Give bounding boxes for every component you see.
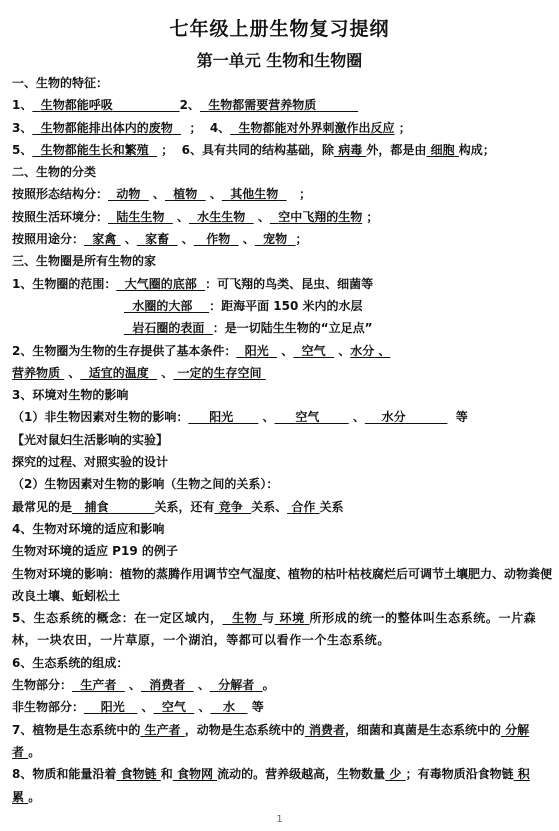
document-title: 七年级上册生物复习提纲 [169,18,390,40]
subsection-heading: 6、生态系统的组成： [12,655,129,670]
scope-line: 1、生物圈的范围： 大气圈的底部 ：可飞翔的鸟类、昆虫、细菌等 [12,276,374,291]
section-heading: 一、生物的特征： [12,76,109,90]
classification-line: 按照生活环境分： 陆生生物 、 水生生物 、 空中飞翔的生物 ； [12,209,379,224]
section-heading: 二、生物的分类 [12,165,97,180]
environment-effect: 生物对环境的影响：植物的蒸腾作用调节空气湿度、植物的枯叶枯枝腐烂后可调节土壤肥力、动物粪便改良土壤、蚯蚓松土 [12,566,553,603]
roles-line: 7、植物是生态系统中的 生产者 ，动物是生态系统中的 消费者，细菌和真菌是生态系统中的 分解者 。 [12,722,530,759]
feature-line: 3、 生物都能排出体内的废物 ； 4、 生物都能对外界刺激作出反应 ； [12,120,411,135]
subsection-heading: 4、生物对环境的适应和影响 [12,521,165,536]
scope-line: 岩石圈的表面 ：是一切陆生生物的“立足点” [132,321,373,336]
outline-body [12,72,552,808]
biotic-heading: （2）生物因素对生物的影响（生物之间的关系）： [12,477,279,492]
section-heading: 三、生物圈是所有生物的家 [12,254,157,269]
scope-line: 水圈的大部 ：距海平面 150 米内的水层 [132,298,363,313]
relationship-line: 最常见的是 捕食 关系，还有 竞争 关系、 合作 关系 [12,499,344,514]
adaptation-example: 生物对环境的适应 P19 的例子 [12,544,178,559]
page-number: 1 [276,814,283,825]
unit-subtitle: 第一单元 生物和生物圈 [196,51,363,70]
feature-line: 5、 生物都能生长和繁殖 ； 6、具有共同的结构基础，除 病毒 外，都是由 细胞 构成； [12,142,495,157]
classification-line: 按照形态结构分： 动物 、 植物 、 其他生物 ； [12,187,312,202]
biotic-parts-line: 生物部分： 生产者 、 消费者 、 分解者 。 [12,678,275,693]
subsection-heading: 3、环境对生物的影响 [12,388,129,403]
experiment-heading: 【光对鼠妇生活影响的实验】 [12,432,169,447]
classification-line: 按照用途分： 家禽 、 家畜 、 作物 、 宠物 ； [12,232,308,247]
abiotic-parts-line: 非生物部分： 阳光 、 空气 、 水 等 [12,700,264,715]
food-chain-line: 8、物质和能量沿着 食物链 和 食物网 流动的。营养级越高，生物数量 少 ；有毒物质沿食物链 积累 。 [12,767,530,804]
feature-line: 1、 生物都能呼吸 2、 生物都需要营养物质 [12,98,317,113]
conditions-line: 营养物质 、 适宜的温度 、 一定的生存空间 [12,365,262,380]
experiment-text: 探究的过程、对照实验的设计 [12,455,169,470]
ecosystem-definition: 5、生态系统的概念：在一定区域内， 生物 与 环境 所形成的统一的整体叫生态系统。一片森林，一块农田，一片草原，一个湖泊，等都可以看作一个生态系统。 [12,611,537,648]
abiotic-line: （1）非生物因素对生物的影响： 阳光 、 空气 、 水分 等 [12,410,468,425]
conditions-line: 2、生物圈为生物的生存提供了基本条件： 阳光 、 空气 、水分 、 [12,343,391,358]
